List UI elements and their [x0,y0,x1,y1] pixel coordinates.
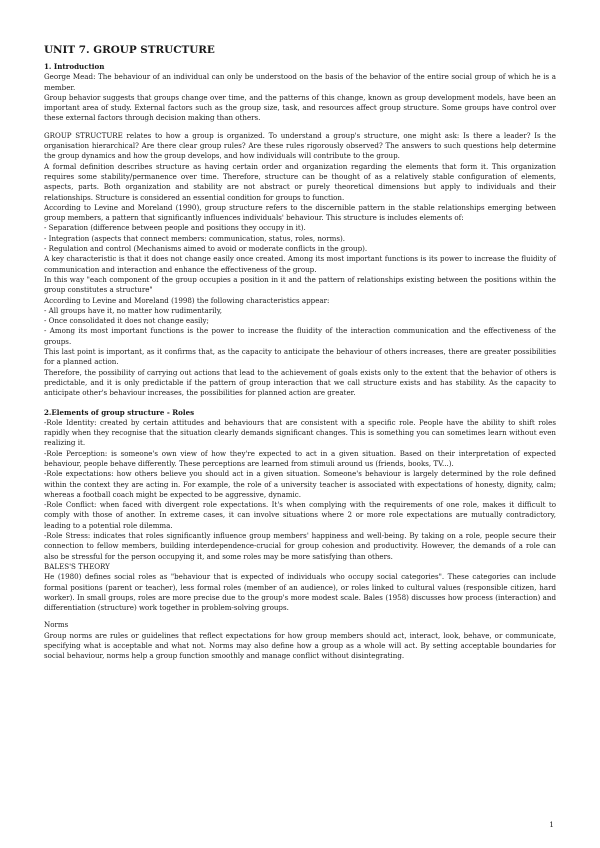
role-conflict: -Role Conflict: when faced with divergent role expectations. It's when complying with the requirements of one role, makes it difficult to comply with those of another. In extreme cases, it can involve situations where 2 or more role expectations are mutually contradictory, leading to a potential role dilemma. [44,500,556,530]
bales-paragraph: He (1980) defines social roles as "behaviour that is expected of individuals who occupy social categories". These categories can include formal positions (parent or teacher), less formal roles (member of an audience), or roles linked to cultural values (responsible citizen, hard worker). In small groups, roles are more precise due to the group's more modest scale. Bales (1958) discusses how process (interaction) and differentiation (structure) work together in problem-solving groups. [44,572,556,613]
intro-paragraph-8: According to Levine and Moreland (1998) the following characteristics appear: [44,295,330,305]
intro-paragraph-6: A key characteristic is that it does not change easily once created. Among its most important functions is its power to increase the fluidity of communication and interaction and enhance the effectiveness of the group. [44,254,556,274]
page-number: 1 [549,820,554,829]
characteristic-item: - Among its most important functions is the power to increase the fluidity of the interaction communication and the effectiveness of the groups. [44,326,556,346]
intro-paragraph-4: A formal definition describes structure as having certain order and organization regarding the elements that form it. This organization requires some stability/permanence over time. Therefore, structure can be thought of as a relatively stable configuration of elements, aspects, parts. Both organization and stability are not abstract or purely theoretical dimensions but apply to individuals and their relationships. Structure is considered an essential condition for groups to function. [44,161,556,202]
intro-paragraph-2: Group behavior suggests that groups change over time, and the patterns of this change, known as group development models, have been an important area of study. External factors such as the group size, task, and resources affect group structure. Some groups have control over these external factors through decision making than others. [44,92,556,123]
page-title: UNIT 7. GROUP STRUCTURE [44,44,215,56]
intro-heading: 1. Introduction [44,62,105,71]
intro-paragraph-10: Therefore, the possibility of carrying out actions that lead to the achievement of goals exists only to the extent that the behavior of others is predictable, and it is only predictable if the pattern of group interaction that we call structure exists and has stability. As the capacity to anticipate other's behaviour increases, the possibilities for planned action are greater. [44,367,556,398]
role-perception: -Role Perception: is someone's own view of how they're expected to act in a given situation. Based on their interpretation of expected behaviour, people behave differently. These perceptions are learned from stimuli around us (friends, books, TV...). [44,448,556,468]
role-expectations: -Role expectations: how others believe you should act in a given situation. Someone's behaviour is largely determined by the role defined within the context they are acting in. For example, the role of a university teacher is associated with expectations of honesty, dignity, calm; whereas a football coach might be expected to be aggressive, dynamic. [44,469,556,499]
element-item: - Integration (aspects that connect members: communication, status, roles, norms). [44,233,345,243]
intro-paragraph-9: This last point is important, as it confirms that, as the capacity to anticipate the behaviour of others increases, there are greater possibilities for a planned action. [44,347,556,367]
norms-heading: Norms [44,620,69,630]
element-item: - Regulation and control (Mechanisms aimed to avoid or moderate conflicts in the group). [44,244,368,254]
intro-paragraph-1: George Mead: The behaviour of an individual can only be understood on the basis of the behavior of the entire social group of which he is a member. [44,72,556,92]
roles-heading: 2.Elements of group structure - Roles [44,407,195,417]
role-stress: -Role Stress: indicates that roles significantly influence group members' happiness and well-being. By taking on a role, people secure their connection to fellow members, building interdependence-crucial for group cohesion and productivity. However, the demands of a role can also be stressful for the person occupying it, and some roles may be more satisfying than others. [44,531,556,561]
intro-paragraph-5: According to Levine and Moreland (1990), group structure refers to the discernible pattern in the stable relationships emerging between group members, a pattern that significantly influences individuals' behaviour. This structure is includes elements of: [44,202,556,223]
intro-paragraph-3: GROUP STRUCTURE relates to how a group is organized. To understand a group's structure, one might ask: Is there a leader? Is the organisation hierarchical? Are there clear group rules? Are these rules rigorously observed? The answers to such questions help determine the group dynamics and how the group develops, and how individuals will contribute to the group. [44,130,556,161]
norms-paragraph: Group norms are rules or guidelines that reflect expectations for how group members should act, interact, look, behave, or communicate, specifying what is acceptable and what not. Norms may also define how a group as a whole will act. By setting acceptable boundaries for social behaviour, norms help a group function smoothly and manage conflict without disintegrating. [44,630,556,661]
characteristic-item: - Once consolidated it does not change easily; [44,316,209,326]
bales-heading: BALES'S THEORY [44,561,110,571]
role-identity: -Role Identity: created by certain attitudes and behaviours that are consistent with a specific role. People have the ability to shift roles rapidly when they recognise that the situation clearly demands significant changes. This is something you can sometimes learn without even realizing it. [44,417,556,448]
characteristic-item: - All groups have it, no matter how rudimentarily, [44,305,223,315]
intro-paragraph-7: In this way "each component of the group occupies a position in it and the pattern of relationships existing between the positions within the group constitutes a structure" [44,274,556,295]
element-item: - Separation (difference between people and positions they occupy in it). [44,223,306,233]
